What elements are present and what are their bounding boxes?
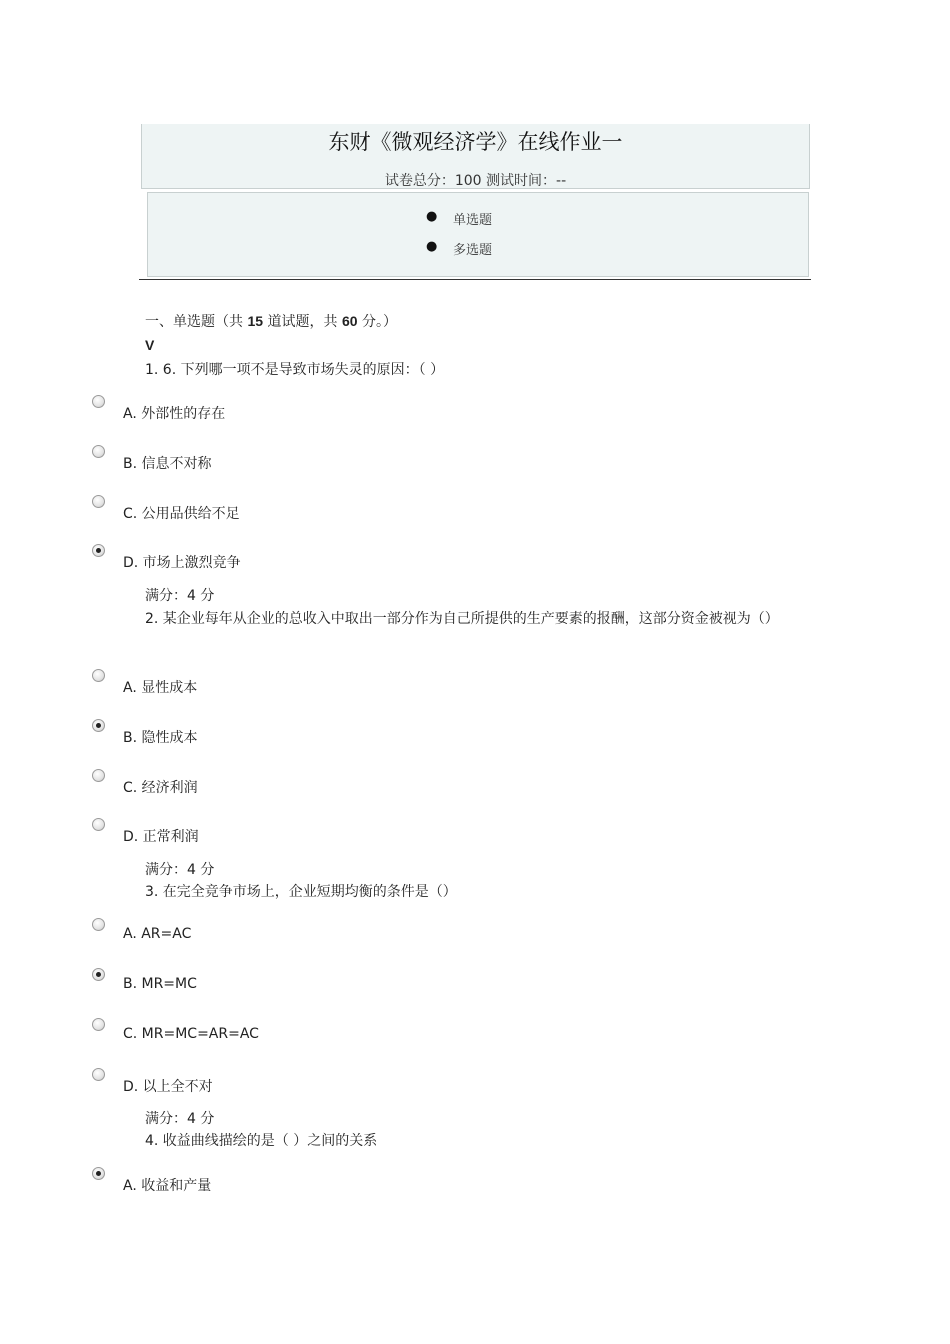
option-label: D. 市场上激烈竞争 [123,555,241,571]
question-1-option-b[interactable] [92,445,792,472]
section-heading: 一、单选题（共 15 道试题，共 60 分。） [145,313,397,330]
option-label: A. 显性成本 [123,680,198,696]
option-label: C. 公用品供给不足 [123,506,240,522]
radio-selected-dot [96,723,101,728]
divider [139,279,811,280]
nav-item-label: 单选题 [453,213,493,228]
question-3-option-a[interactable] [92,918,792,940]
question-1-score: 满分：4 分 [145,588,215,604]
radio-button[interactable] [92,818,105,831]
option-label: B. MR=MC [123,976,197,992]
question-3-option-d[interactable] [92,1068,792,1095]
radio-selected-dot [96,1171,101,1176]
bullet-icon: ● [426,209,438,224]
exam-header [141,124,810,189]
radio-button[interactable] [92,968,105,981]
check-mark: V [145,337,155,353]
question-3-option-b[interactable] [92,968,792,990]
question-2-option-d[interactable] [92,818,792,845]
question-1-text: 1. 6. 下列哪一项不是导致市场失灵的原因：（ ） [145,362,445,378]
question-4-option-a[interactable] [92,1167,792,1194]
question-3-text: 3. 在完全竞争市场上，企业短期均衡的条件是（） [145,884,457,900]
question-2-option-b[interactable] [92,719,792,746]
radio-button[interactable] [92,719,105,732]
option-label: A. 收益和产量 [123,1178,212,1194]
nav-item-multiple-choice[interactable] [426,239,493,258]
question-1-option-c[interactable] [92,495,792,522]
nav-item-single-choice[interactable] [426,209,493,228]
option-label: C. MR=MC=AR=AC [123,1026,259,1042]
option-label: D. 以上全不对 [123,1079,213,1095]
radio-button[interactable] [92,1068,105,1081]
exam-title: 东财《微观经济学》在线作业一 [328,130,623,154]
option-label: B. 信息不对称 [123,456,212,472]
radio-button[interactable] [92,918,105,931]
radio-button[interactable] [92,395,105,408]
radio-button[interactable] [92,1018,105,1031]
option-label: D. 正常利润 [123,829,199,845]
radio-button[interactable] [92,669,105,682]
question-2-text: 2. 某企业每年从企业的总收入中取出一部分作为自己所提供的生产要素的报酬，这部分资金被视为（） [145,611,779,627]
radio-selected-dot [96,972,101,977]
radio-button[interactable] [92,1167,105,1180]
radio-button[interactable] [92,495,105,508]
section-points: 60 [341,313,358,329]
option-label: C. 经济利润 [123,780,198,796]
nav-item-label: 多选题 [453,243,493,258]
option-label: A. AR=AC [123,926,192,942]
exam-meta: 试卷总分：100 测试时间：-- [384,173,567,189]
option-label: A. 外部性的存在 [123,406,226,422]
radio-button[interactable] [92,769,105,782]
question-2-option-a[interactable] [92,669,792,696]
question-3-score: 满分：4 分 [145,1111,215,1127]
question-1-option-a[interactable] [92,395,792,422]
question-2-option-c[interactable] [92,769,792,796]
section-nav [147,192,809,277]
bullet-icon: ● [426,239,438,254]
question-2-score: 满分：4 分 [145,862,215,878]
radio-button[interactable] [92,445,105,458]
question-count: 15 [247,313,264,329]
option-label: B. 隐性成本 [123,730,198,746]
question-1-option-d[interactable] [92,544,792,571]
radio-selected-dot [96,548,101,553]
question-4-text: 4. 收益曲线描绘的是（ ）之间的关系 [145,1133,378,1149]
question-3-option-c[interactable] [92,1018,792,1040]
radio-button[interactable] [92,544,105,557]
